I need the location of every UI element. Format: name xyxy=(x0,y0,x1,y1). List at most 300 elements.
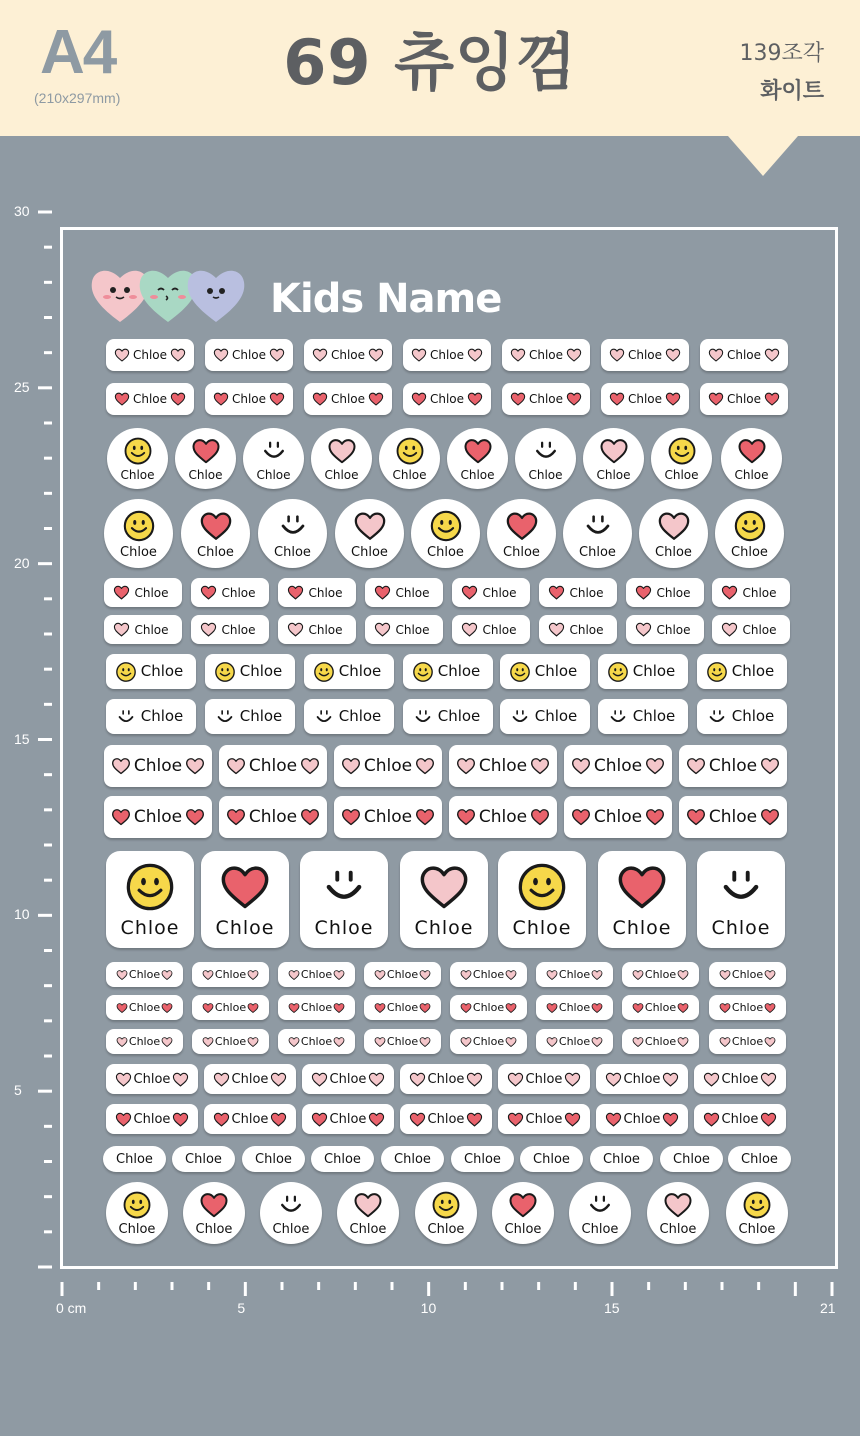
heart-outline-icon xyxy=(764,969,776,981)
heart-outline-icon xyxy=(288,969,300,981)
name-sticker xyxy=(712,578,790,607)
square-name-sticker xyxy=(697,851,785,948)
name-sticker xyxy=(697,654,787,689)
sticker-name-text: Chloe xyxy=(673,1151,710,1167)
name-sticker xyxy=(450,1029,527,1054)
name-sticker xyxy=(104,745,212,787)
smile-mouth-icon xyxy=(318,861,370,913)
heart-outline-icon xyxy=(287,621,304,638)
sticker-name-text: Chloe xyxy=(581,1222,619,1237)
name-sticker xyxy=(192,995,269,1020)
sticker-name-text: Chloe xyxy=(197,544,234,560)
round-name-sticker xyxy=(651,428,712,489)
text-name-sticker xyxy=(451,1146,514,1172)
name-sticker xyxy=(564,796,672,838)
round-name-sticker xyxy=(106,1182,168,1244)
sticker-name-text: Chloe xyxy=(731,544,768,560)
heart-outline-icon xyxy=(353,509,387,543)
heart-filled-icon xyxy=(764,391,780,407)
sticker-name-text: Chloe xyxy=(363,755,413,776)
name-sticker xyxy=(452,615,530,644)
heart-filled-icon xyxy=(247,1002,259,1014)
ruler-horizontal-label: 0 cm xyxy=(56,1300,87,1316)
product-title: 69 츄잉껌 xyxy=(283,26,577,99)
sticker-name-text: Chloe xyxy=(659,1222,697,1237)
round-name-sticker xyxy=(721,428,782,489)
sticker-name-text: Chloe xyxy=(394,1151,431,1167)
sticker-name-text: Chloe xyxy=(534,707,578,725)
name-sticker xyxy=(205,339,293,371)
heart-outline-icon xyxy=(505,1036,517,1048)
name-sticker xyxy=(302,1064,394,1094)
sticker-name-text: Chloe xyxy=(734,468,769,482)
sticker-name-text: Chloe xyxy=(128,968,161,981)
sticker-name-text: Chloe xyxy=(525,1071,563,1087)
sticker-name-text: Chloe xyxy=(134,585,169,600)
name-sticker xyxy=(500,654,590,689)
smiley-face-icon xyxy=(742,1190,772,1220)
heart-filled-icon xyxy=(505,509,539,543)
sticker-name-text: Chloe xyxy=(528,392,564,406)
heart-filled-icon xyxy=(737,436,767,466)
heart-outline-icon xyxy=(677,1036,689,1048)
sticker-name-text: Chloe xyxy=(472,1035,505,1048)
smile-mouth-icon xyxy=(585,1190,615,1220)
round-name-sticker xyxy=(487,499,556,568)
name-sticker xyxy=(536,962,613,987)
sticker-name-text: Chloe xyxy=(632,662,676,680)
name-sticker xyxy=(622,1029,699,1054)
sticker-name-text: Chloe xyxy=(395,585,430,600)
heart-outline-icon xyxy=(663,1190,693,1220)
sticker-name-text: Chloe xyxy=(231,1071,269,1087)
heart-filled-icon xyxy=(411,391,427,407)
round-name-sticker xyxy=(337,1182,399,1244)
heart-filled-icon xyxy=(269,391,285,407)
heart-outline-icon xyxy=(505,969,517,981)
name-sticker xyxy=(536,1029,613,1054)
square-name-sticker xyxy=(300,851,388,948)
sticker-name-text: Chloe xyxy=(300,1001,333,1014)
text-name-sticker xyxy=(242,1146,305,1172)
text-name-sticker xyxy=(172,1146,235,1172)
sticker-name-text: Chloe xyxy=(528,468,563,482)
heart-outline-icon xyxy=(546,1036,558,1048)
text-name-sticker xyxy=(728,1146,791,1172)
heart-filled-icon xyxy=(632,1002,644,1014)
sticker-name-text: Chloe xyxy=(231,392,267,406)
sticker-name-text: Chloe xyxy=(569,622,604,637)
heart-filled-icon xyxy=(374,584,391,601)
name-sticker xyxy=(278,615,356,644)
name-sticker xyxy=(334,796,442,838)
heart-filled-icon xyxy=(287,584,304,601)
heart-filled-icon xyxy=(202,1002,214,1014)
name-sticker xyxy=(219,796,327,838)
heart-outline-icon xyxy=(114,347,130,363)
sticker-name-text: Chloe xyxy=(437,662,481,680)
name-sticker xyxy=(498,1104,590,1134)
name-sticker xyxy=(364,962,441,987)
sticker-name-text: Chloe xyxy=(195,1222,233,1237)
ruler-vertical-label: 5 xyxy=(14,1082,22,1099)
heart-filled-icon xyxy=(686,807,706,827)
text-name-sticker xyxy=(311,1146,374,1172)
round-name-sticker xyxy=(515,428,576,489)
heart-outline-icon xyxy=(456,756,476,776)
sticker-name-text: Chloe xyxy=(504,1222,542,1237)
sticker-name-text: Chloe xyxy=(386,1001,419,1014)
name-sticker xyxy=(106,1064,198,1094)
smile-mouth-icon xyxy=(276,509,310,543)
text-name-sticker xyxy=(590,1146,653,1172)
sticker-name-text: Chloe xyxy=(741,1151,778,1167)
sticker-name-text: Chloe xyxy=(248,755,298,776)
heart-outline-icon xyxy=(571,756,591,776)
sticker-name-text: Chloe xyxy=(627,348,663,362)
name-sticker xyxy=(622,995,699,1020)
heart-outline-icon xyxy=(419,1036,431,1048)
name-sticker xyxy=(709,962,786,987)
heart-outline-icon xyxy=(341,756,361,776)
heart-outline-icon xyxy=(721,621,738,638)
sticker-name-text: Chloe xyxy=(386,968,419,981)
sticker-name-text: Chloe xyxy=(478,806,528,827)
sticker-name-text: Chloe xyxy=(731,662,775,680)
sticker-name-text: Chloe xyxy=(742,622,777,637)
sticker-name-text: Chloe xyxy=(726,392,762,406)
heart-outline-icon xyxy=(368,1071,385,1088)
sticker-name-text: Chloe xyxy=(655,544,692,560)
text-name-sticker xyxy=(660,1146,723,1172)
heart-filled-icon xyxy=(510,391,526,407)
sticker-name-text: Chloe xyxy=(414,917,474,939)
name-sticker xyxy=(601,339,689,371)
heart-outline-icon xyxy=(247,1036,259,1048)
sticker-name-text: Chloe xyxy=(351,544,388,560)
sticker-name-text: Chloe xyxy=(558,1001,591,1014)
sticker-name-text: Chloe xyxy=(274,544,311,560)
heart-filled-icon xyxy=(461,584,478,601)
round-name-sticker xyxy=(258,499,327,568)
sticker-name-text: Chloe xyxy=(392,468,427,482)
sticker-name-text: Chloe xyxy=(612,917,672,939)
heart-filled-icon xyxy=(270,1111,287,1128)
sticker-name-text: Chloe xyxy=(731,1001,764,1014)
heart-filled-icon xyxy=(591,1002,603,1014)
heart-outline-icon xyxy=(300,756,320,776)
heart-filled-icon xyxy=(460,1002,472,1014)
heart-filled-icon xyxy=(505,1002,517,1014)
sticker-name-text: Chloe xyxy=(324,1151,361,1167)
name-sticker xyxy=(626,578,704,607)
name-sticker xyxy=(403,339,491,371)
smile-mouth-icon xyxy=(276,1190,306,1220)
sticker-name-text: Chloe xyxy=(120,544,157,560)
name-sticker xyxy=(106,654,196,689)
smile-mouth-icon xyxy=(313,706,335,728)
name-sticker xyxy=(205,383,293,415)
round-name-sticker xyxy=(379,428,440,489)
sticker-name-text: Chloe xyxy=(118,1222,156,1237)
heart-outline-icon xyxy=(419,969,431,981)
name-sticker xyxy=(191,578,269,607)
heart-outline-icon xyxy=(708,347,724,363)
name-sticker xyxy=(449,745,557,787)
round-name-sticker xyxy=(104,499,173,568)
name-sticker xyxy=(596,1064,688,1094)
smile-mouth-icon xyxy=(607,706,629,728)
ruler-horizontal-label: 5 xyxy=(237,1300,246,1316)
sticker-name-text: Chloe xyxy=(231,1111,269,1127)
heart-outline-icon xyxy=(411,347,427,363)
ruler-horizontal-label: 15 xyxy=(604,1300,620,1316)
name-sticker xyxy=(694,1064,786,1094)
heart-filled-icon xyxy=(113,584,130,601)
sticker-name-text: Chloe xyxy=(214,1001,247,1014)
round-name-sticker xyxy=(569,1182,631,1244)
heart-filled-icon xyxy=(300,807,320,827)
heart-filled-icon xyxy=(374,1002,386,1014)
name-sticker xyxy=(539,615,617,644)
sticker-name-text: Chloe xyxy=(314,917,374,939)
round-name-sticker xyxy=(183,1182,245,1244)
sticker-name-text: Chloe xyxy=(128,1035,161,1048)
sticker-name-text: Chloe xyxy=(256,468,291,482)
name-sticker xyxy=(104,578,182,607)
heart-filled-icon xyxy=(172,1111,189,1128)
sticker-name-text: Chloe xyxy=(742,585,777,600)
smiley-face-icon xyxy=(122,509,156,543)
round-name-sticker xyxy=(107,428,168,489)
ruler-vertical-label: 20 xyxy=(14,554,30,571)
name-sticker xyxy=(403,654,493,689)
name-sticker xyxy=(191,615,269,644)
round-name-sticker xyxy=(639,499,708,568)
heart-outline-icon xyxy=(662,1071,679,1088)
square-name-sticker xyxy=(106,851,194,948)
name-sticker xyxy=(192,962,269,987)
sticker-name-text: Chloe xyxy=(460,468,495,482)
ruler-vertical-label: 25 xyxy=(14,378,30,395)
heart-outline-icon xyxy=(632,969,644,981)
sticker-name-text: Chloe xyxy=(437,707,481,725)
sticker-color: 화이트 xyxy=(760,79,824,104)
sticker-name-text: Chloe xyxy=(482,585,517,600)
sticker-name-text: Chloe xyxy=(120,468,155,482)
sticker-name-text: Chloe xyxy=(221,585,256,600)
heart-filled-icon xyxy=(311,1111,328,1128)
paper-size-label: A4 xyxy=(40,18,116,87)
heart-filled-icon xyxy=(368,1111,385,1128)
heart-filled-icon xyxy=(764,1002,776,1014)
sticker-name-text: Chloe xyxy=(603,1151,640,1167)
sticker-name-text: Chloe xyxy=(528,348,564,362)
name-sticker xyxy=(502,339,590,371)
round-name-sticker xyxy=(175,428,236,489)
name-sticker xyxy=(278,1029,355,1054)
heart-filled-icon xyxy=(114,391,130,407)
heart-filled-icon xyxy=(571,807,591,827)
heart-outline-icon xyxy=(677,969,689,981)
name-sticker xyxy=(205,654,295,689)
name-sticker xyxy=(364,1029,441,1054)
sticker-name-text: Chloe xyxy=(128,1001,161,1014)
pink-heart-mascot xyxy=(92,271,149,322)
heart-outline-icon xyxy=(548,621,565,638)
heart-filled-icon xyxy=(191,436,221,466)
sticker-name-text: Chloe xyxy=(116,1151,153,1167)
heart-filled-icon xyxy=(185,807,205,827)
sticker-name-text: Chloe xyxy=(188,468,223,482)
name-sticker xyxy=(450,962,527,987)
ruler-vertical-label: 30 xyxy=(14,203,30,219)
name-sticker xyxy=(106,962,183,987)
heart-filled-icon xyxy=(463,436,493,466)
sticker-name-text: Chloe xyxy=(533,1151,570,1167)
heart-outline-icon xyxy=(460,969,472,981)
smiley-face-icon xyxy=(123,436,153,466)
heart-outline-icon xyxy=(460,1036,472,1048)
name-sticker xyxy=(626,615,704,644)
sheet-title: Kids Name xyxy=(270,276,502,322)
name-sticker xyxy=(712,615,790,644)
heart-outline-icon xyxy=(409,1071,426,1088)
round-name-sticker xyxy=(447,428,508,489)
smile-mouth-icon xyxy=(715,861,767,913)
name-sticker xyxy=(622,962,699,987)
name-sticker xyxy=(400,1104,492,1134)
heart-outline-icon xyxy=(111,756,131,776)
ruler-horizontal-label: 10 xyxy=(420,1300,437,1316)
heart-outline-icon xyxy=(760,756,780,776)
heart-outline-icon xyxy=(566,347,582,363)
heart-outline-icon xyxy=(609,347,625,363)
heart-outline-icon xyxy=(764,347,780,363)
heart-outline-icon xyxy=(760,1071,777,1088)
name-sticker xyxy=(106,1104,198,1134)
name-sticker xyxy=(601,383,689,415)
name-sticker xyxy=(304,699,394,734)
name-sticker xyxy=(192,1029,269,1054)
heart-filled-icon xyxy=(616,861,668,913)
heart-outline-icon xyxy=(374,969,386,981)
square-name-sticker xyxy=(400,851,488,948)
heart-outline-icon xyxy=(461,621,478,638)
heart-filled-icon xyxy=(456,807,476,827)
square-name-sticker xyxy=(201,851,289,948)
sticker-name-text: Chloe xyxy=(133,755,183,776)
heart-outline-icon xyxy=(116,1036,128,1048)
sticker-name-text: Chloe xyxy=(239,662,283,680)
heart-filled-icon xyxy=(200,584,217,601)
name-sticker xyxy=(502,383,590,415)
smiley-face-icon xyxy=(733,509,767,543)
name-sticker xyxy=(304,383,392,415)
smiley-face-icon xyxy=(313,661,335,683)
sticker-name-text: Chloe xyxy=(503,544,540,560)
heart-outline-icon xyxy=(213,347,229,363)
sticker-name-text: Chloe xyxy=(623,1071,661,1087)
round-name-sticker xyxy=(415,1182,477,1244)
sticker-name-text: Chloe xyxy=(721,1111,759,1127)
heart-outline-icon xyxy=(202,969,214,981)
sticker-name-text: Chloe xyxy=(300,968,333,981)
name-sticker xyxy=(106,383,194,415)
heart-filled-icon xyxy=(409,1111,426,1128)
sticker-name-text: Chloe xyxy=(472,1001,505,1014)
name-sticker xyxy=(500,699,590,734)
sticker-name-text: Chloe xyxy=(324,468,359,482)
name-sticker xyxy=(539,578,617,607)
name-sticker xyxy=(536,995,613,1020)
sticker-name-text: Chloe xyxy=(133,1071,171,1087)
sticker-name-text: Chloe xyxy=(482,622,517,637)
name-sticker xyxy=(564,745,672,787)
name-sticker xyxy=(596,1104,688,1134)
round-name-sticker xyxy=(260,1182,322,1244)
sticker-name-text: Chloe xyxy=(330,392,366,406)
heart-outline-icon xyxy=(686,756,706,776)
sticker-name-text: Chloe xyxy=(132,348,168,362)
round-name-sticker xyxy=(492,1182,554,1244)
heart-outline-icon xyxy=(116,969,128,981)
sticker-name-text: Chloe xyxy=(593,806,643,827)
heart-outline-icon xyxy=(418,861,470,913)
ruler-vertical-label: 10 xyxy=(14,906,30,923)
heart-filled-icon xyxy=(226,807,246,827)
name-sticker xyxy=(700,383,788,415)
sticker-name-text: Chloe xyxy=(627,392,663,406)
sticker-name-text: Chloe xyxy=(569,585,604,600)
heart-outline-icon xyxy=(353,1190,383,1220)
sticker-name-text: Chloe xyxy=(329,1071,367,1087)
heart-outline-icon xyxy=(170,347,186,363)
smiley-face-icon xyxy=(122,1190,152,1220)
heart-outline-icon xyxy=(510,347,526,363)
heart-filled-icon xyxy=(199,1190,229,1220)
heart-filled-icon xyxy=(703,1111,720,1128)
sticker-name-text: Chloe xyxy=(512,917,572,939)
name-sticker xyxy=(302,1104,394,1134)
sticker-name-text: Chloe xyxy=(731,707,775,725)
heart-filled-icon xyxy=(635,584,652,601)
name-sticker xyxy=(365,578,443,607)
heart-filled-icon xyxy=(419,1002,431,1014)
sticker-name-text: Chloe xyxy=(656,585,691,600)
sticker-name-text: Chloe xyxy=(300,1035,333,1048)
text-name-sticker xyxy=(103,1146,166,1172)
sticker-name-text: Chloe xyxy=(731,1035,764,1048)
sticker-name-text: Chloe xyxy=(711,917,771,939)
heart-filled-icon xyxy=(566,391,582,407)
sticker-name-text: Chloe xyxy=(272,1222,310,1237)
sticker-name-text: Chloe xyxy=(427,1111,465,1127)
sticker-name-text: Chloe xyxy=(708,755,758,776)
text-name-sticker xyxy=(520,1146,583,1172)
sticker-name-text: Chloe xyxy=(472,968,505,981)
sticker-name-text: Chloe xyxy=(308,622,343,637)
round-name-sticker xyxy=(647,1182,709,1244)
smiley-face-icon xyxy=(214,661,236,683)
name-sticker xyxy=(104,796,212,838)
heart-outline-icon xyxy=(764,1036,776,1048)
heart-outline-icon xyxy=(645,756,665,776)
sticker-name-text: Chloe xyxy=(644,968,677,981)
heart-filled-icon xyxy=(760,1111,777,1128)
heart-filled-icon xyxy=(415,807,435,827)
heart-outline-icon xyxy=(312,347,328,363)
